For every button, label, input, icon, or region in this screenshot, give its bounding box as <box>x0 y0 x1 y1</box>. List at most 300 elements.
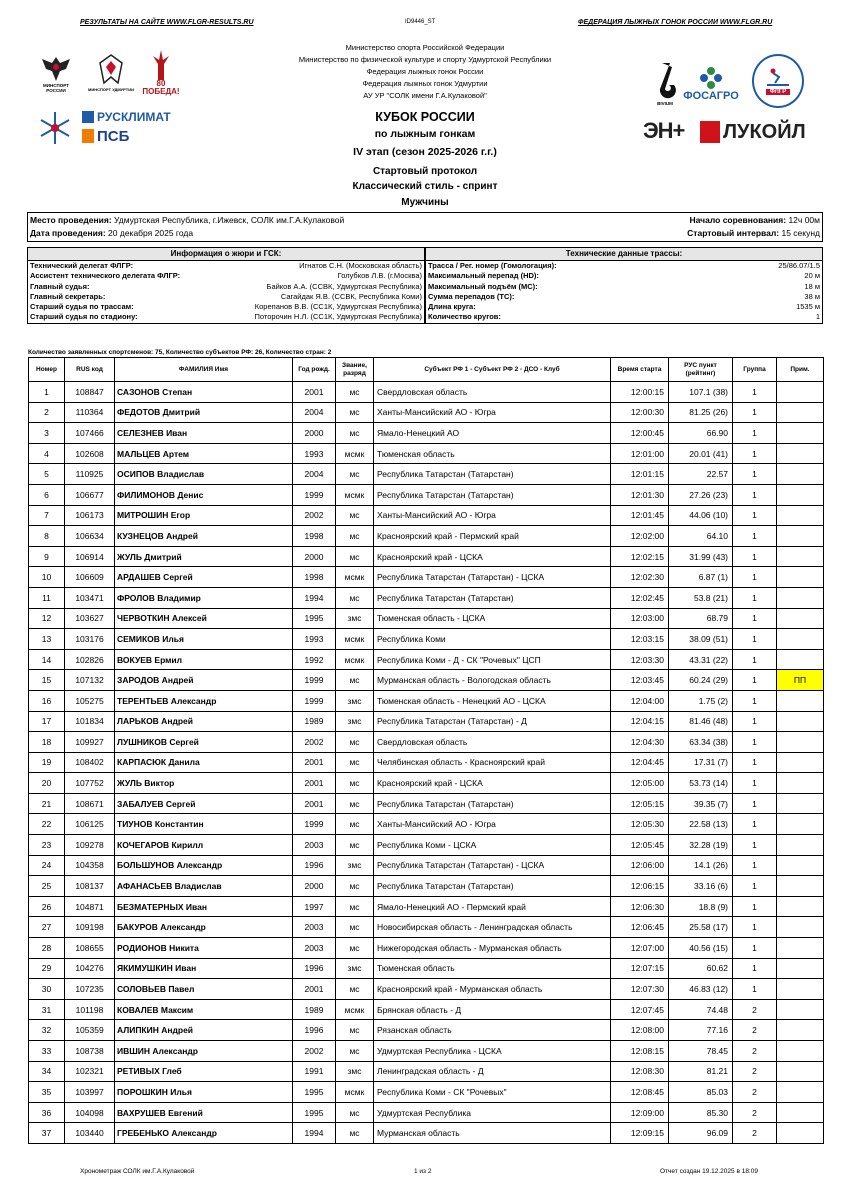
protocol-title: Стартовый протокол <box>372 166 478 177</box>
note-cell <box>777 773 824 794</box>
note-cell <box>777 443 824 464</box>
col-header-note: Прим. <box>777 358 824 382</box>
rus-code-cell: 107466 <box>65 423 115 444</box>
jury-row <box>28 271 424 281</box>
phosagro-label: ФОСАГРО <box>683 90 739 102</box>
rank-cell: мс <box>336 917 374 938</box>
organizer-line: Федерация лыжных гонок Удмуртии <box>362 79 488 88</box>
group-cell: 1 <box>733 608 777 629</box>
table-row <box>29 587 824 608</box>
jury-row-label: Ассистент технического делегата ФЛГР: <box>30 271 181 281</box>
start-time-cell: 12:07:00 <box>611 938 669 959</box>
birth-year-cell: 2004 <box>293 464 336 485</box>
rus-points-cell: 53.8 (21) <box>669 587 733 608</box>
rus-points-cell: 18.8 (9) <box>669 896 733 917</box>
rus-code-cell: 108137 <box>65 876 115 897</box>
table-row <box>29 732 824 753</box>
start-time-cell: 12:01:30 <box>611 484 669 505</box>
team-cell: Республика Татарстан (Татарстан) <box>374 587 611 608</box>
footer-report-created: Отчет создан 19.12.2025 в 18:09 <box>660 1168 758 1175</box>
start-time-cell: 12:03:30 <box>611 649 669 670</box>
jury-row-label: Технический делегат ФЛГР: <box>30 261 134 270</box>
group-cell: 1 <box>733 732 777 753</box>
team-cell: Республика Татарстан (Татарстан) <box>374 464 611 485</box>
group-cell: 1 <box>733 752 777 773</box>
bib-cell: 13 <box>29 629 65 650</box>
team-cell: Тюменская область <box>374 958 611 979</box>
jury-panel <box>27 247 425 324</box>
athlete-name-cell: ФИЛИМОНОВ Денис <box>115 484 293 505</box>
start-time-cell: 12:02:45 <box>611 587 669 608</box>
team-cell: Красноярский край - ЦСКА <box>374 546 611 567</box>
col-header-rus-code: RUS код <box>65 358 115 382</box>
table-row <box>29 567 824 588</box>
rus-code-cell: 102321 <box>65 1061 115 1082</box>
rusklimat-logo <box>82 110 182 124</box>
rus-code-cell: 105275 <box>65 690 115 711</box>
flower-icon <box>699 66 723 90</box>
note-cell <box>777 896 824 917</box>
team-cell: Брянская область - Д <box>374 999 611 1020</box>
start-time-cell: 12:07:30 <box>611 979 669 1000</box>
federation-site-link[interactable]: ФЕДЕРАЦИЯ ЛЫЖНЫХ ГОНОК РОССИИ WWW.FLGR.RU <box>578 19 773 26</box>
rus-points-cell: 33.16 (6) <box>669 876 733 897</box>
note-cell <box>777 732 824 753</box>
cup-title: КУБОК РОССИИ <box>375 110 475 124</box>
jury-row-value: Корепанов В.В. (СС1К, Удмуртская Республика) <box>254 302 422 312</box>
birth-year-cell: 2001 <box>293 382 336 403</box>
group-cell: 1 <box>733 958 777 979</box>
athlete-name-cell: АЛИПКИН Андрей <box>115 1020 293 1041</box>
team-cell: Ханты-Мансийский АО - Югра <box>374 505 611 526</box>
group-cell: 2 <box>733 1123 777 1144</box>
team-cell: Рязанская область <box>374 1020 611 1041</box>
athlete-name-cell: ВОКУЕВ Ермил <box>115 649 293 670</box>
group-cell: 1 <box>733 505 777 526</box>
athlete-name-cell: ЖУЛЬ Дмитрий <box>115 546 293 567</box>
start-time-cell: 12:02:30 <box>611 567 669 588</box>
start-time-cell: 12:00:30 <box>611 402 669 423</box>
athlete-name-cell: ТЕРЕНТЬЕВ Александр <box>115 690 293 711</box>
note-cell <box>777 484 824 505</box>
stage-title: IV этап (сезон 2025-2026 г.г.) <box>353 146 497 158</box>
note-cell <box>777 938 824 959</box>
athlete-name-cell: ФРОЛОВ Владимир <box>115 587 293 608</box>
bib-cell: 25 <box>29 876 65 897</box>
group-cell: 1 <box>733 402 777 423</box>
rank-cell: мсмк <box>336 484 374 505</box>
team-cell: Новосибирская область - Ленинградская область <box>374 917 611 938</box>
rus-code-cell: 107235 <box>65 979 115 1000</box>
birth-year-cell: 1996 <box>293 1020 336 1041</box>
rank-cell: мс <box>336 423 374 444</box>
track-row-value: 18 м <box>804 281 820 291</box>
birth-year-cell: 1997 <box>293 896 336 917</box>
venue-field <box>30 215 344 225</box>
track-row <box>426 292 822 302</box>
table-row <box>29 835 824 856</box>
col-header-team: Субъект РФ 1 - Субъект РФ 2 - ДСО - Клуб <box>374 358 611 382</box>
start-time-cell: 12:09:15 <box>611 1123 669 1144</box>
table-row <box>29 608 824 629</box>
jury-row-label: Старший судья по трассам: <box>30 302 134 312</box>
team-cell: Красноярский край - Мурманская область <box>374 979 611 1000</box>
rank-cell: змс <box>336 1061 374 1082</box>
group-cell: 1 <box>733 670 777 691</box>
rus-points-cell: 85.30 <box>669 1102 733 1123</box>
team-cell: Республика Коми - ЦСКА <box>374 835 611 856</box>
start-list-table <box>28 357 824 1144</box>
rus-points-cell: 31.99 (43) <box>669 546 733 567</box>
organizer-line: Министерство спорта Российской Федерации <box>345 43 505 52</box>
athlete-name-cell: АРДАШЕВ Сергей <box>115 567 293 588</box>
track-row-label: Максимальный перепад (HD): <box>428 271 539 281</box>
rank-cell: мс <box>336 1041 374 1062</box>
group-cell: 1 <box>733 938 777 959</box>
rus-code-cell: 103440 <box>65 1123 115 1144</box>
table-row <box>29 752 824 773</box>
start-time-cell: 12:07:15 <box>611 958 669 979</box>
table-row <box>29 1082 824 1103</box>
rank-cell: мс <box>336 896 374 917</box>
psb-mark-icon <box>82 129 94 143</box>
table-row <box>29 526 824 547</box>
birth-year-cell: 2002 <box>293 732 336 753</box>
athlete-name-cell: ФЕДОТОВ Дмитрий <box>115 402 293 423</box>
birth-year-cell: 1991 <box>293 1061 336 1082</box>
track-panel <box>425 247 823 324</box>
birth-year-cell: 1995 <box>293 1102 336 1123</box>
note-cell <box>777 855 824 876</box>
group-cell: 1 <box>733 896 777 917</box>
start-value: 12ч 00м <box>788 215 820 225</box>
date-value: 20 декабря 2025 года <box>108 228 194 238</box>
track-row-value: 1535 м <box>796 302 820 312</box>
team-cell: Ямало-Ненецкий АО <box>374 423 611 444</box>
rus-points-cell: 39.35 (7) <box>669 793 733 814</box>
team-cell: Ханты-Мансийский АО - Югра <box>374 814 611 835</box>
bib-cell: 37 <box>29 1123 65 1144</box>
rusklimat-label: РУСКЛИМАТ <box>97 110 171 124</box>
birth-year-cell: 1995 <box>293 1082 336 1103</box>
rus-code-cell: 107132 <box>65 670 115 691</box>
table-row <box>29 999 824 1020</box>
athlete-name-cell: МИТРОШИН Егор <box>115 505 293 526</box>
table-row <box>29 896 824 917</box>
rank-cell: мсмк <box>336 443 374 464</box>
rus-code-cell: 101834 <box>65 711 115 732</box>
rank-cell: мс <box>336 752 374 773</box>
note-cell <box>777 711 824 732</box>
birth-year-cell: 2002 <box>293 1041 336 1062</box>
rank-cell: мсмк <box>336 1082 374 1103</box>
rus-code-cell: 108738 <box>65 1041 115 1062</box>
group-cell: 1 <box>733 629 777 650</box>
rus-code-cell: 110925 <box>65 464 115 485</box>
team-cell: Республика Татарстан (Татарстан) <box>374 484 611 505</box>
birth-year-cell: 2003 <box>293 835 336 856</box>
start-time-cell: 12:04:45 <box>611 752 669 773</box>
bib-cell: 27 <box>29 917 65 938</box>
table-row <box>29 443 824 464</box>
rus-code-cell: 108402 <box>65 752 115 773</box>
group-cell: 1 <box>733 793 777 814</box>
flgr-logo <box>752 54 804 108</box>
birth-year-cell: 2000 <box>293 546 336 567</box>
team-cell: Челябинская область - Красноярский край <box>374 752 611 773</box>
athlete-name-cell: РЕТИВЫХ Глеб <box>115 1061 293 1082</box>
start-time-cell: 12:06:30 <box>611 896 669 917</box>
team-cell: Ханты-Мансийский АО - Югра <box>374 402 611 423</box>
group-cell: 2 <box>733 1102 777 1123</box>
footer-page-number: 1 из 2 <box>414 1168 432 1175</box>
start-time-cell: 12:07:45 <box>611 999 669 1020</box>
note-cell <box>777 835 824 856</box>
start-time-cell: 12:08:15 <box>611 1041 669 1062</box>
bib-cell: 29 <box>29 958 65 979</box>
athlete-name-cell: ЛУШНИКОВ Сергей <box>115 732 293 753</box>
jury-row-value: Сагайдак Я.В. (ССВК, Республика Коми) <box>280 291 422 301</box>
bib-cell: 18 <box>29 732 65 753</box>
jury-row-value: Поторочин Н.Л. (СС1К, Удмуртская Республика) <box>254 312 422 322</box>
table-row <box>29 423 824 444</box>
bib-cell: 20 <box>29 773 65 794</box>
table-row <box>29 793 824 814</box>
note-cell: ПП <box>777 670 824 691</box>
birth-year-cell: 1989 <box>293 711 336 732</box>
note-cell <box>777 505 824 526</box>
rus-code-cell: 106677 <box>65 484 115 505</box>
start-time-cell: 12:00:15 <box>611 382 669 403</box>
results-site-link[interactable]: РЕЗУЛЬТАТЫ НА САЙТЕ WWW.FLGR-RESULTS.RU <box>80 19 254 26</box>
victory-80-logo <box>142 44 180 102</box>
phosagro-logo <box>678 58 744 110</box>
start-time-cell: 12:08:30 <box>611 1061 669 1082</box>
bib-cell: 36 <box>29 1102 65 1123</box>
athlete-name-cell: СЕЛЕЗНЕВ Иван <box>115 423 293 444</box>
start-time-cell: 12:05:45 <box>611 835 669 856</box>
rus-code-cell: 104871 <box>65 896 115 917</box>
rus-code-cell: 102608 <box>65 443 115 464</box>
table-row <box>29 1020 824 1041</box>
athlete-name-cell: КУЗНЕЦОВ Андрей <box>115 526 293 547</box>
birth-year-cell: 1993 <box>293 629 336 650</box>
track-row-value: 1 <box>815 312 820 322</box>
note-cell <box>777 382 824 403</box>
group-cell: 2 <box>733 999 777 1020</box>
lukoil-logo <box>700 118 816 146</box>
birth-year-cell: 1998 <box>293 567 336 588</box>
group-cell: 1 <box>733 690 777 711</box>
bib-cell: 31 <box>29 999 65 1020</box>
udmurtia-emblem-icon <box>96 53 126 87</box>
team-cell: Мурманская область <box>374 1123 611 1144</box>
athlete-name-cell: КОЧЕГАРОВ Кирилл <box>115 835 293 856</box>
note-cell <box>777 546 824 567</box>
start-time-cell: 12:06:00 <box>611 855 669 876</box>
rus-code-cell: 101198 <box>65 999 115 1020</box>
athlete-name-cell: СЕМИКОВ Илья <box>115 629 293 650</box>
jury-row-value: Голубков Л.В. (г.Москва) <box>337 271 422 281</box>
rus-code-cell: 103176 <box>65 629 115 650</box>
athlete-name-cell: ПОРОШКИН Илья <box>115 1082 293 1103</box>
group-cell: 1 <box>733 876 777 897</box>
rank-cell: змс <box>336 855 374 876</box>
bivium-label: BIVIUM <box>657 100 673 106</box>
rank-cell: мсмк <box>336 649 374 670</box>
rank-cell: мс <box>336 670 374 691</box>
note-cell <box>777 1020 824 1041</box>
skier-icon <box>763 67 793 89</box>
group-cell: 1 <box>733 814 777 835</box>
note-cell <box>777 1102 824 1123</box>
rank-cell: мс <box>336 505 374 526</box>
table-row <box>29 464 824 485</box>
group-cell: 1 <box>733 443 777 464</box>
rus-code-cell: 108655 <box>65 938 115 959</box>
col-header-group: Группа <box>733 358 777 382</box>
table-row <box>29 814 824 835</box>
bib-cell: 16 <box>29 690 65 711</box>
team-cell: Тюменская область <box>374 443 611 464</box>
bib-cell: 15 <box>29 670 65 691</box>
start-time-cell: 12:05:00 <box>611 773 669 794</box>
table-row <box>29 505 824 526</box>
jury-row <box>28 282 424 292</box>
note-cell <box>777 876 824 897</box>
athlete-name-cell: БАКУРОВ Александр <box>115 917 293 938</box>
rus-points-cell: 81.25 (26) <box>669 402 733 423</box>
track-row-label: Максимальный подъём (MC): <box>428 281 538 291</box>
rus-code-cell: 103627 <box>65 608 115 629</box>
birth-year-cell: 2001 <box>293 793 336 814</box>
rank-cell: змс <box>336 711 374 732</box>
birth-year-cell: 2003 <box>293 917 336 938</box>
jury-row-value: Игнатов С.Н. (Московская область) <box>299 261 422 270</box>
bib-cell: 6 <box>29 484 65 505</box>
table-row <box>29 484 824 505</box>
team-cell: Тюменская область - Ненецкий АО - ЦСКА <box>374 690 611 711</box>
rus-points-cell: 22.57 <box>669 464 733 485</box>
rank-cell: мс <box>336 979 374 1000</box>
jury-row <box>28 261 424 271</box>
group-cell: 1 <box>733 855 777 876</box>
note-cell <box>777 917 824 938</box>
venue-value: Удмуртская Республика, г.Ижевск, СОЛК им.Г.А.Кулаковой <box>114 215 345 225</box>
rus-code-cell: 104098 <box>65 1102 115 1123</box>
rus-code-cell: 105359 <box>65 1020 115 1041</box>
start-field <box>690 215 820 225</box>
bib-cell: 32 <box>29 1020 65 1041</box>
rus-code-cell: 106914 <box>65 546 115 567</box>
group-cell: 2 <box>733 1061 777 1082</box>
rus-points-cell: 27.26 (23) <box>669 484 733 505</box>
rus-points-cell: 1.75 (2) <box>669 690 733 711</box>
rus-points-cell: 74.48 <box>669 999 733 1020</box>
jury-panel-title: Информация о жюри и ГСК: <box>28 248 424 261</box>
birth-year-cell: 1999 <box>293 814 336 835</box>
table-row <box>29 979 824 1000</box>
note-cell <box>777 958 824 979</box>
rank-cell: змс <box>336 608 374 629</box>
rank-cell: мс <box>336 402 374 423</box>
category-title: Мужчины <box>401 197 449 208</box>
rus-points-cell: 32.28 (19) <box>669 835 733 856</box>
note-cell <box>777 526 824 547</box>
athlete-name-cell: ТИУНОВ Константин <box>115 814 293 835</box>
table-row <box>29 402 824 423</box>
note-cell <box>777 999 824 1020</box>
col-header-rank: Звание, разряд <box>336 358 374 382</box>
bib-cell: 26 <box>29 896 65 917</box>
team-cell: Удмуртская Республика - ЦСКА <box>374 1041 611 1062</box>
table-row <box>29 1102 824 1123</box>
bib-cell: 14 <box>29 649 65 670</box>
col-header-birth-year: Год рожд. <box>293 358 336 382</box>
minsport-udmurtia-label: МИНСПОРТ УДМУРТИИ <box>88 87 134 92</box>
rus-code-cell: 109278 <box>65 835 115 856</box>
rus-points-cell: 25.58 (17) <box>669 917 733 938</box>
rus-points-cell: 20.01 (41) <box>669 443 733 464</box>
track-row-label: Трасса / Рег. номер (Гомологация): <box>428 261 557 270</box>
group-cell: 1 <box>733 423 777 444</box>
team-cell: Тюменская область - ЦСКА <box>374 608 611 629</box>
group-cell: 1 <box>733 484 777 505</box>
athlete-name-cell: ЖУЛЬ Виктор <box>115 773 293 794</box>
birth-year-cell: 2001 <box>293 773 336 794</box>
rus-points-cell: 60.62 <box>669 958 733 979</box>
birth-year-cell: 1992 <box>293 649 336 670</box>
start-time-cell: 12:08:45 <box>611 1082 669 1103</box>
note-cell <box>777 629 824 650</box>
table-row <box>29 773 824 794</box>
jury-row <box>28 302 424 312</box>
rank-cell: мс <box>336 587 374 608</box>
table-row <box>29 629 824 650</box>
bib-cell: 35 <box>29 1082 65 1103</box>
team-cell: Республика Коми - Д - СК "Рочевых" ЦСП <box>374 649 611 670</box>
table-row <box>29 958 824 979</box>
table-row <box>29 670 824 691</box>
team-cell: Республика Татарстан (Татарстан) <box>374 793 611 814</box>
group-cell: 1 <box>733 773 777 794</box>
rank-cell: мс <box>336 814 374 835</box>
rank-cell: мс <box>336 793 374 814</box>
athlete-name-cell: БОЛЬШУНОВ Александр <box>115 855 293 876</box>
group-cell: 1 <box>733 649 777 670</box>
rus-points-cell: 68.79 <box>669 608 733 629</box>
rus-points-cell: 53.73 (14) <box>669 773 733 794</box>
birth-year-cell: 1996 <box>293 958 336 979</box>
note-cell <box>777 1041 824 1062</box>
team-cell: Республика Татарстан (Татарстан) - ЦСКА <box>374 855 611 876</box>
table-row <box>29 1041 824 1062</box>
table-row <box>29 855 824 876</box>
psb-logo <box>82 128 152 144</box>
jury-row <box>28 292 424 302</box>
birth-year-cell: 2000 <box>293 876 336 897</box>
note-cell <box>777 649 824 670</box>
track-row-label: Длина круга: <box>428 302 476 312</box>
col-header-rus-points: РУС пункт (рейтинг) <box>669 358 733 382</box>
monument-icon <box>151 50 171 80</box>
team-cell: Республика Татарстан (Татарстан) - Д <box>374 711 611 732</box>
track-row <box>426 312 822 322</box>
birth-year-cell: 1994 <box>293 587 336 608</box>
rus-points-cell: 66.90 <box>669 423 733 444</box>
rus-code-cell: 104276 <box>65 958 115 979</box>
minsport-udmurtia-logo <box>88 45 134 100</box>
